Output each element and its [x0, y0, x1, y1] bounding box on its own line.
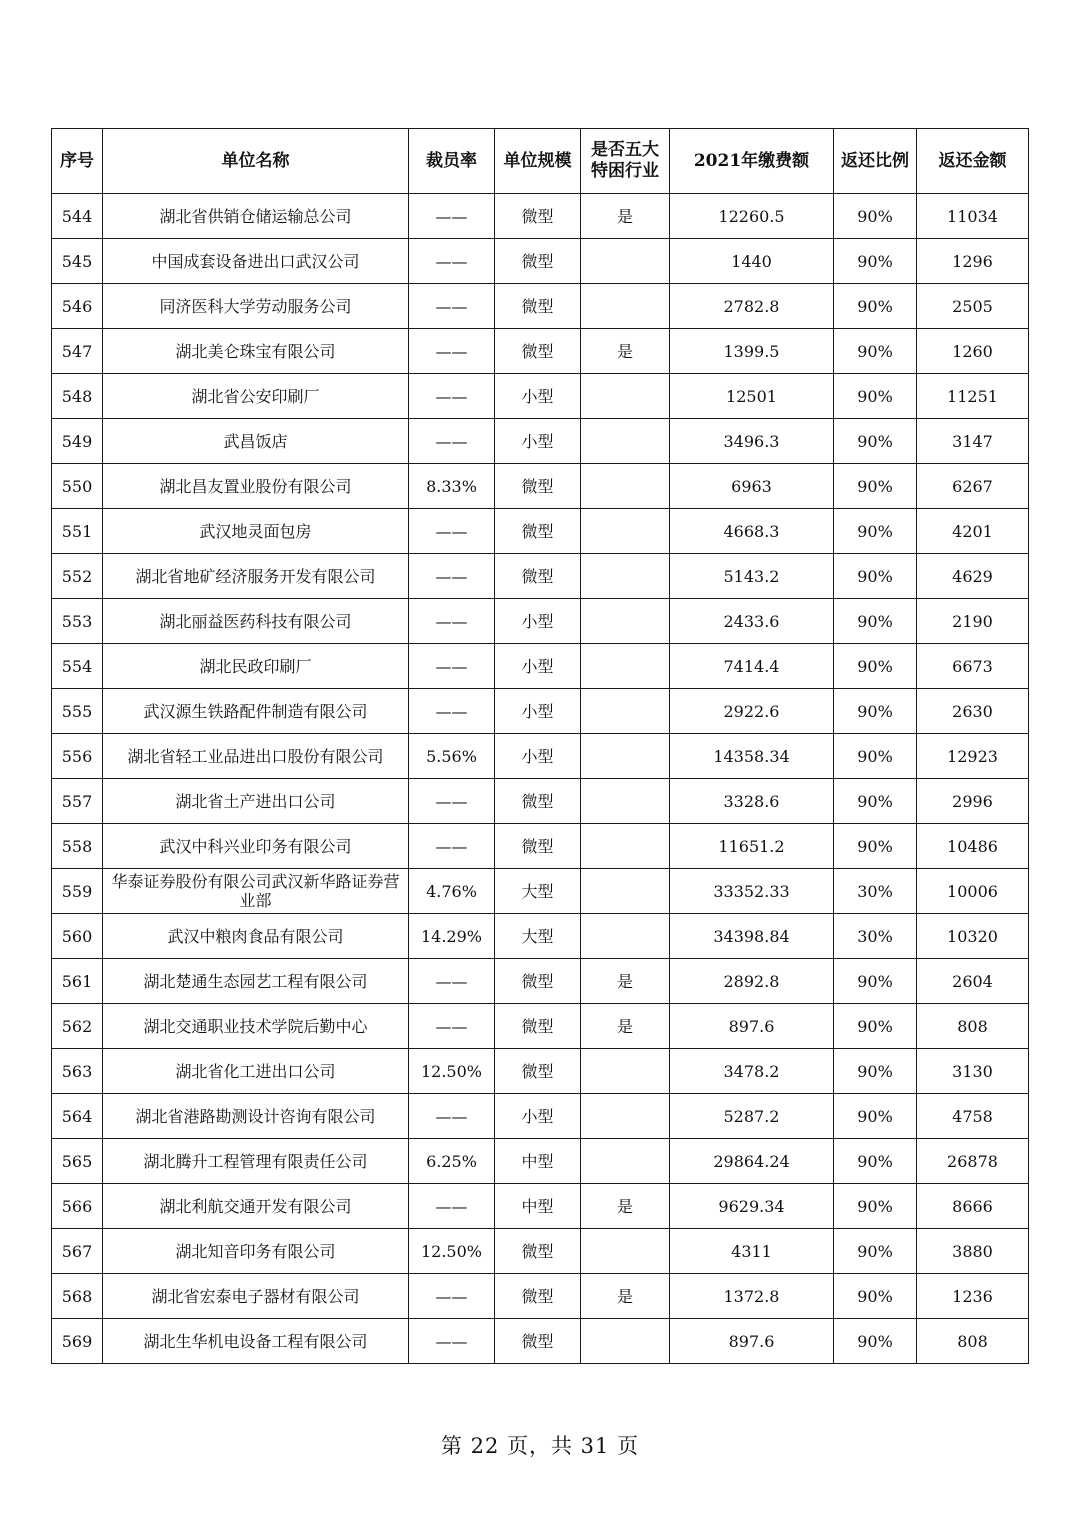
cell-layoff-rate: 8.33% [409, 464, 495, 509]
page-footer: 第 22 页，共 31 页 [440, 1434, 640, 1458]
cell-layoff-rate: 6.25% [409, 1139, 495, 1184]
table-row [52, 194, 1029, 239]
cell-unit-scale: 微型 [495, 509, 581, 554]
cell-unit-scale: 微型 [495, 824, 581, 869]
header-layoff-rate: 裁员率 [409, 129, 495, 194]
table-body [52, 194, 1029, 1364]
cell-seq: 548 [52, 374, 103, 419]
table-header [52, 129, 1029, 194]
table-row [52, 824, 1029, 869]
cell-layoff-rate: —— [409, 689, 495, 734]
cell-seq: 549 [52, 419, 103, 464]
cell-seq: 568 [52, 1274, 103, 1319]
cell-refund-ratio: 90% [834, 824, 917, 869]
cell-refund-amount: 11034 [917, 194, 1029, 239]
cell-layoff-rate: —— [409, 374, 495, 419]
cell-refund-amount: 6267 [917, 464, 1029, 509]
header-refund-ratio: 返还比例 [834, 129, 917, 194]
cell-unit-name: 湖北丽益医药科技有限公司 [103, 599, 409, 644]
cell-payment-2021: 9629.34 [670, 1184, 834, 1229]
header-payment-2021: 2021年缴费额 [670, 129, 834, 194]
cell-payment-2021: 2433.6 [670, 599, 834, 644]
cell-unit-name: 湖北楚通生态园艺工程有限公司 [103, 959, 409, 1004]
cell-payment-2021: 5143.2 [670, 554, 834, 599]
cell-refund-amount: 3130 [917, 1049, 1029, 1094]
header-seq: 序号 [52, 129, 103, 194]
table-row [52, 1094, 1029, 1139]
table-row [52, 1139, 1029, 1184]
cell-payment-2021: 33352.33 [670, 869, 834, 914]
cell-payment-2021: 3328.6 [670, 779, 834, 824]
cell-refund-ratio: 90% [834, 464, 917, 509]
table-row [52, 284, 1029, 329]
cell-special-industry [581, 824, 670, 869]
cell-unit-scale: 小型 [495, 734, 581, 779]
cell-payment-2021: 2892.8 [670, 959, 834, 1004]
cell-unit-scale: 微型 [495, 1049, 581, 1094]
cell-seq: 547 [52, 329, 103, 374]
cell-refund-amount: 12923 [917, 734, 1029, 779]
cell-special-industry [581, 1139, 670, 1184]
cell-unit-scale: 微型 [495, 1274, 581, 1319]
cell-refund-amount: 4758 [917, 1094, 1029, 1139]
header-unit-name: 单位名称 [103, 129, 409, 194]
header-special-industry: 是否五大特困行业 [581, 129, 670, 194]
cell-special-industry [581, 419, 670, 464]
cell-refund-ratio: 30% [834, 869, 917, 914]
cell-refund-amount: 26878 [917, 1139, 1029, 1184]
cell-payment-2021: 1399.5 [670, 329, 834, 374]
cell-refund-amount: 11251 [917, 374, 1029, 419]
cell-payment-2021: 897.6 [670, 1319, 834, 1364]
header-refund-amount: 返还金额 [917, 129, 1029, 194]
cell-payment-2021: 12260.5 [670, 194, 834, 239]
table-row [52, 689, 1029, 734]
cell-unit-name: 湖北省港路勘测设计咨询有限公司 [103, 1094, 409, 1139]
cell-seq: 563 [52, 1049, 103, 1094]
cell-refund-ratio: 90% [834, 959, 917, 1004]
cell-layoff-rate: —— [409, 554, 495, 599]
cell-seq: 567 [52, 1229, 103, 1274]
cell-unit-name: 湖北腾升工程管理有限责任公司 [103, 1139, 409, 1184]
cell-seq: 554 [52, 644, 103, 689]
cell-layoff-rate: 4.76% [409, 869, 495, 914]
cell-unit-scale: 微型 [495, 1004, 581, 1049]
cell-unit-name: 湖北省土产进出口公司 [103, 779, 409, 824]
cell-layoff-rate: —— [409, 329, 495, 374]
cell-refund-amount: 6673 [917, 644, 1029, 689]
table-row [52, 734, 1029, 779]
cell-layoff-rate: —— [409, 779, 495, 824]
table-row [52, 329, 1029, 374]
cell-special-industry [581, 644, 670, 689]
cell-unit-name: 同济医科大学劳动服务公司 [103, 284, 409, 329]
cell-seq: 544 [52, 194, 103, 239]
cell-payment-2021: 2782.8 [670, 284, 834, 329]
cell-unit-scale: 小型 [495, 374, 581, 419]
cell-special-industry [581, 779, 670, 824]
cell-payment-2021: 29864.24 [670, 1139, 834, 1184]
cell-refund-ratio: 90% [834, 329, 917, 374]
cell-unit-name: 湖北美仑珠宝有限公司 [103, 329, 409, 374]
cell-refund-amount: 2630 [917, 689, 1029, 734]
cell-special-industry: 是 [581, 959, 670, 1004]
cell-layoff-rate: 5.56% [409, 734, 495, 779]
cell-unit-scale: 微型 [495, 239, 581, 284]
cell-special-industry: 是 [581, 1274, 670, 1319]
cell-layoff-rate: —— [409, 419, 495, 464]
cell-payment-2021: 1372.8 [670, 1274, 834, 1319]
cell-refund-amount: 3880 [917, 1229, 1029, 1274]
cell-refund-ratio: 90% [834, 779, 917, 824]
cell-layoff-rate: —— [409, 824, 495, 869]
header-row [52, 129, 1029, 194]
cell-layoff-rate: —— [409, 1274, 495, 1319]
cell-special-industry [581, 914, 670, 959]
cell-seq: 553 [52, 599, 103, 644]
cell-seq: 545 [52, 239, 103, 284]
cell-unit-scale: 微型 [495, 284, 581, 329]
cell-unit-scale: 微型 [495, 329, 581, 374]
table-row [52, 464, 1029, 509]
cell-refund-amount: 808 [917, 1004, 1029, 1049]
table-row [52, 239, 1029, 284]
cell-unit-scale: 微型 [495, 1319, 581, 1364]
cell-seq: 555 [52, 689, 103, 734]
cell-special-industry [581, 239, 670, 284]
cell-refund-amount: 808 [917, 1319, 1029, 1364]
cell-refund-ratio: 90% [834, 689, 917, 734]
cell-unit-name: 湖北省供销仓储运输总公司 [103, 194, 409, 239]
table-row [52, 374, 1029, 419]
cell-refund-ratio: 90% [834, 644, 917, 689]
cell-layoff-rate: —— [409, 284, 495, 329]
cell-unit-name: 武汉地灵面包房 [103, 509, 409, 554]
cell-unit-scale: 微型 [495, 959, 581, 1004]
cell-unit-scale: 大型 [495, 914, 581, 959]
cell-refund-ratio: 90% [834, 1139, 917, 1184]
cell-refund-amount: 1260 [917, 329, 1029, 374]
cell-refund-amount: 2505 [917, 284, 1029, 329]
cell-unit-scale: 大型 [495, 869, 581, 914]
table-row [52, 509, 1029, 554]
cell-refund-amount: 1236 [917, 1274, 1029, 1319]
cell-unit-name: 武昌饭店 [103, 419, 409, 464]
cell-unit-scale: 微型 [495, 464, 581, 509]
cell-unit-scale: 微型 [495, 1229, 581, 1274]
cell-refund-ratio: 90% [834, 1184, 917, 1229]
cell-layoff-rate: 12.50% [409, 1049, 495, 1094]
cell-seq: 561 [52, 959, 103, 1004]
cell-refund-ratio: 90% [834, 1049, 917, 1094]
cell-refund-amount: 10320 [917, 914, 1029, 959]
cell-unit-name: 武汉源生铁路配件制造有限公司 [103, 689, 409, 734]
cell-unit-name: 武汉中粮肉食品有限公司 [103, 914, 409, 959]
cell-unit-scale: 微型 [495, 554, 581, 599]
table-row [52, 914, 1029, 959]
cell-payment-2021: 7414.4 [670, 644, 834, 689]
cell-refund-amount: 2604 [917, 959, 1029, 1004]
cell-seq: 550 [52, 464, 103, 509]
cell-refund-ratio: 90% [834, 554, 917, 599]
cell-unit-scale: 中型 [495, 1184, 581, 1229]
cell-refund-amount: 4201 [917, 509, 1029, 554]
cell-refund-amount: 2190 [917, 599, 1029, 644]
cell-seq: 569 [52, 1319, 103, 1364]
cell-special-industry [581, 869, 670, 914]
cell-unit-scale: 小型 [495, 689, 581, 734]
cell-seq: 564 [52, 1094, 103, 1139]
cell-refund-ratio: 90% [834, 1319, 917, 1364]
cell-unit-name: 中国成套设备进出口武汉公司 [103, 239, 409, 284]
cell-special-industry [581, 1229, 670, 1274]
cell-seq: 546 [52, 284, 103, 329]
cell-unit-name: 湖北知音印务有限公司 [103, 1229, 409, 1274]
cell-layoff-rate: —— [409, 239, 495, 284]
cell-special-industry: 是 [581, 1184, 670, 1229]
cell-payment-2021: 897.6 [670, 1004, 834, 1049]
cell-unit-name: 湖北省化工进出口公司 [103, 1049, 409, 1094]
cell-special-industry [581, 1319, 670, 1364]
cell-special-industry: 是 [581, 1004, 670, 1049]
header-unit-scale: 单位规模 [495, 129, 581, 194]
cell-payment-2021: 3496.3 [670, 419, 834, 464]
cell-refund-ratio: 90% [834, 284, 917, 329]
cell-layoff-rate: —— [409, 644, 495, 689]
cell-payment-2021: 6963 [670, 464, 834, 509]
cell-layoff-rate: 12.50% [409, 1229, 495, 1274]
cell-refund-ratio: 90% [834, 509, 917, 554]
cell-unit-name: 湖北省公安印刷厂 [103, 374, 409, 419]
cell-refund-amount: 3147 [917, 419, 1029, 464]
table-row [52, 644, 1029, 689]
cell-unit-name: 湖北昌友置业股份有限公司 [103, 464, 409, 509]
cell-unit-scale: 小型 [495, 599, 581, 644]
cell-refund-ratio: 90% [834, 239, 917, 284]
table-row [52, 869, 1029, 914]
table-row [52, 1004, 1029, 1049]
cell-layoff-rate: —— [409, 959, 495, 1004]
cell-unit-scale: 微型 [495, 194, 581, 239]
cell-unit-name: 湖北交通职业技术学院后勤中心 [103, 1004, 409, 1049]
cell-layoff-rate: —— [409, 1004, 495, 1049]
cell-payment-2021: 4311 [670, 1229, 834, 1274]
cell-layoff-rate: —— [409, 599, 495, 644]
cell-payment-2021: 34398.84 [670, 914, 834, 959]
cell-seq: 552 [52, 554, 103, 599]
cell-refund-amount: 2996 [917, 779, 1029, 824]
cell-special-industry [581, 734, 670, 779]
cell-seq: 557 [52, 779, 103, 824]
cell-seq: 562 [52, 1004, 103, 1049]
table-row [52, 959, 1029, 1004]
cell-refund-amount: 4629 [917, 554, 1029, 599]
cell-payment-2021: 1440 [670, 239, 834, 284]
cell-refund-ratio: 90% [834, 194, 917, 239]
cell-refund-ratio: 90% [834, 419, 917, 464]
cell-special-industry [581, 1094, 670, 1139]
cell-refund-ratio: 30% [834, 914, 917, 959]
cell-unit-name: 华泰证券股份有限公司武汉新华路证券营业部 [103, 869, 409, 914]
table-row [52, 1184, 1029, 1229]
table-row [52, 1274, 1029, 1319]
cell-payment-2021: 3478.2 [670, 1049, 834, 1094]
cell-special-industry: 是 [581, 329, 670, 374]
cell-refund-ratio: 90% [834, 1004, 917, 1049]
cell-special-industry [581, 554, 670, 599]
cell-refund-ratio: 90% [834, 1274, 917, 1319]
cell-seq: 565 [52, 1139, 103, 1184]
table-row [52, 1319, 1029, 1364]
cell-seq: 566 [52, 1184, 103, 1229]
cell-unit-scale: 小型 [495, 1094, 581, 1139]
cell-refund-amount: 1296 [917, 239, 1029, 284]
cell-seq: 560 [52, 914, 103, 959]
cell-unit-name: 湖北省地矿经济服务开发有限公司 [103, 554, 409, 599]
cell-unit-scale: 中型 [495, 1139, 581, 1184]
cell-seq: 556 [52, 734, 103, 779]
cell-refund-ratio: 90% [834, 599, 917, 644]
cell-refund-ratio: 90% [834, 1229, 917, 1274]
cell-refund-ratio: 90% [834, 1094, 917, 1139]
cell-layoff-rate: —— [409, 509, 495, 554]
table-row [52, 1049, 1029, 1094]
cell-unit-name: 湖北省轻工业品进出口股份有限公司 [103, 734, 409, 779]
cell-special-industry [581, 689, 670, 734]
cell-seq: 551 [52, 509, 103, 554]
table-row [52, 779, 1029, 824]
cell-layoff-rate: —— [409, 194, 495, 239]
cell-refund-amount: 8666 [917, 1184, 1029, 1229]
cell-seq: 558 [52, 824, 103, 869]
cell-payment-2021: 5287.2 [670, 1094, 834, 1139]
cell-payment-2021: 2922.6 [670, 689, 834, 734]
cell-unit-name: 武汉中科兴业印务有限公司 [103, 824, 409, 869]
cell-layoff-rate: —— [409, 1184, 495, 1229]
cell-special-industry [581, 464, 670, 509]
cell-unit-scale: 小型 [495, 419, 581, 464]
cell-layoff-rate: 14.29% [409, 914, 495, 959]
cell-payment-2021: 4668.3 [670, 509, 834, 554]
cell-payment-2021: 14358.34 [670, 734, 834, 779]
cell-unit-name: 湖北生华机电设备工程有限公司 [103, 1319, 409, 1364]
cell-unit-scale: 微型 [495, 779, 581, 824]
cell-unit-name: 湖北利航交通开发有限公司 [103, 1184, 409, 1229]
cell-seq: 559 [52, 869, 103, 914]
cell-layoff-rate: —— [409, 1319, 495, 1364]
cell-refund-ratio: 90% [834, 374, 917, 419]
cell-special-industry [581, 599, 670, 644]
table-row [52, 419, 1029, 464]
cell-payment-2021: 12501 [670, 374, 834, 419]
cell-payment-2021: 11651.2 [670, 824, 834, 869]
cell-special-industry [581, 374, 670, 419]
table-row [52, 554, 1029, 599]
cell-refund-amount: 10006 [917, 869, 1029, 914]
table-row [52, 599, 1029, 644]
cell-refund-ratio: 90% [834, 734, 917, 779]
cell-special-industry [581, 509, 670, 554]
cell-unit-scale: 小型 [495, 644, 581, 689]
cell-refund-amount: 10486 [917, 824, 1029, 869]
table-row [52, 1229, 1029, 1274]
cell-layoff-rate: —— [409, 1094, 495, 1139]
refund-table [51, 128, 1029, 1364]
cell-special-industry [581, 284, 670, 329]
cell-unit-name: 湖北省宏泰电子器材有限公司 [103, 1274, 409, 1319]
cell-special-industry [581, 1049, 670, 1094]
cell-unit-name: 湖北民政印刷厂 [103, 644, 409, 689]
cell-special-industry: 是 [581, 194, 670, 239]
